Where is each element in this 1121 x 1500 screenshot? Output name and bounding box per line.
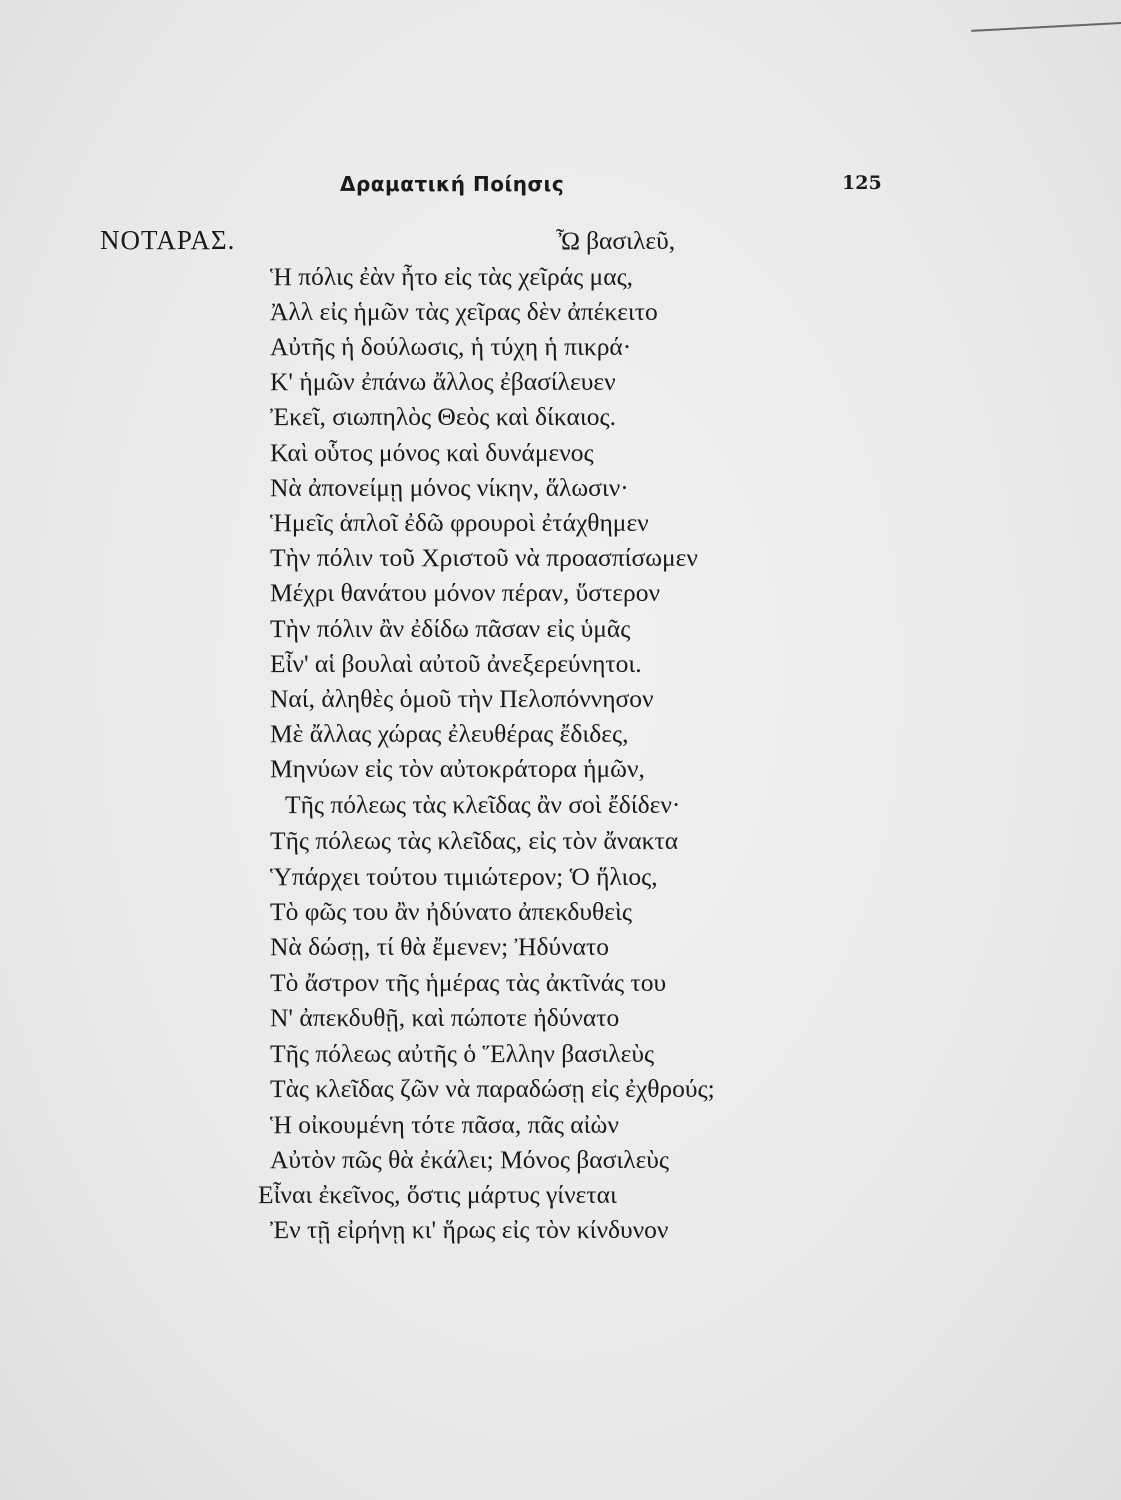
verse-line: Τῆς πόλεως τὰς κλεῖδας ἂν σοὶ ἔδίδεν· xyxy=(285,790,681,819)
speaker-name: ΝΟΤΑΡΑΣ. xyxy=(100,225,236,255)
verse-line: Ἡ οἰκουμένη τότε πᾶσα, πᾶς αἰὼν xyxy=(270,1110,619,1139)
verse-line: Αὐτῆς ἡ δούλωσις, ἡ τύχη ἡ πικρά· xyxy=(270,332,632,361)
verse-line: Τὸ ἄστρον τῆς ἡμέρας τὰς ἀκτῖνάς του xyxy=(270,968,667,997)
verse-line: Τὸ φῶς του ἂν ἠδύνατο ἀπεκδυθεὶς xyxy=(270,897,632,926)
verse-line: Μέχρι θανάτου μόνον πέραν, ὕστερον xyxy=(270,578,661,607)
verse-line: Τὰς κλεῖδας ζῶν νὰ παραδώσῃ εἰς ἐχθρούς; xyxy=(270,1074,715,1103)
verse-line: Τῆς πόλεως τὰς κλεῖδας, εἰς τὸν ἄνακτα xyxy=(270,826,679,855)
verse-line: Εἶναι ἐκεῖνος, ὅστις μάρτυς γίνεται xyxy=(258,1180,617,1209)
verse-line: Ἡμεῖς ἁπλοῖ ἐδῶ φρουροὶ ἐτάχθημεν xyxy=(270,508,649,537)
verse-line: Καὶ οὗτος μόνος καὶ δυνάμενος xyxy=(270,438,594,467)
verse-line: Τῆς πόλεως αὐτῆς ὁ Ἕλλην βασιλεὺς xyxy=(270,1039,655,1068)
verse-line: Νὰ ἀπονείμῃ μόνος νίκην, ἅλωσιν· xyxy=(270,473,629,502)
page-number: 125 xyxy=(842,172,882,194)
verse-line: Ναί, ἀληθὲς ὁμοῦ τὴν Πελοπόννησον xyxy=(270,684,654,713)
verse-line: Ἐν τῇ εἰρήνῃ κι' ἥρως εἰς τὸν κίνδυνον xyxy=(270,1215,669,1244)
verse-line: Ἀλλ εἰς ἡμῶν τὰς χεῖρας δὲν ἀπέκειτο xyxy=(270,297,658,326)
verse-line: Μὲ ἄλλας χώρας ἐλευθέρας ἔδιδες, xyxy=(270,719,629,748)
page-corner-mark xyxy=(971,22,1121,32)
verse-line: Κ' ἡμῶν ἐπάνω ἄλλος ἐβασίλευεν xyxy=(270,367,616,396)
verse-line: Αὐτὸν πῶς θὰ ἐκάλει; Μόνος βασιλεὺς xyxy=(270,1145,670,1174)
verse-line: Ὦ βασιλεῦ, xyxy=(556,226,676,255)
verse-line: Τὴν πόλιν ἂν ἐδίδω πᾶσαν εἰς ὑμᾶς xyxy=(270,614,631,643)
running-title: Δραματική Ποίησις xyxy=(340,172,565,196)
verse-line: Ἡ πόλις ἐὰν ἦτο εἰς τὰς χεῖράς μας, xyxy=(270,262,634,291)
verse-line: Τὴν πόλιν τοῦ Χριστοῦ νὰ προασπίσωμεν xyxy=(270,543,698,572)
verse-line: Εἶν' αἱ βουλαὶ αὐτοῦ ἀνεξερεύνητοι. xyxy=(270,649,642,678)
verse-line: Ὑπάρχει τούτου τιμιώτερον; Ὁ ἥλιος, xyxy=(270,862,658,891)
verse-line: Νὰ δώσῃ, τί θὰ ἔμενεν; Ἠδύνατο xyxy=(270,932,609,961)
verse-line: Μηνύων εἰς τὸν αὐτοκράτορα ἡμῶν, xyxy=(270,754,645,783)
verse-line: Ἐκεῖ, σιωπηλὸς Θεὸς καὶ δίκαιος. xyxy=(270,402,616,431)
verse-line: Ν' ἀπεκδυθῇ, καὶ πώποτε ἠδύνατο xyxy=(270,1003,620,1032)
